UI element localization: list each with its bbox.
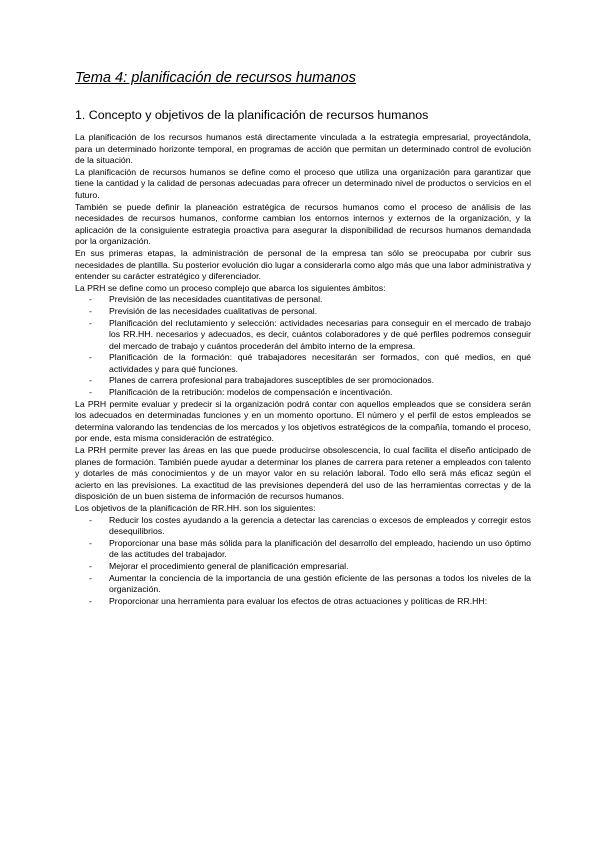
dash-bullet-icon: - (89, 387, 92, 398)
paragraph: La PRH permite prever las áreas en las que puede producirse obsolescencia, lo cual facilita el diseño anticipado de planes de formación. También puede ayudar a determinar los planes de carrera para retener a empleados con talento y dotarles de más conocimientos y de un mayor valor en su relación laboral. Todo ello será más eficaz según el acierto en las previsiones. La exactitud de las previsiones dependerá del uso de las herramientas correctas y de la disposición de un buen sistema de información de recursos humanos. (75, 445, 531, 502)
list-item: - Proporcionar una herramienta para evaluar los efectos de otras actuaciones y políticas de RR.HH: (89, 595, 488, 606)
section-title: 1. Concepto y objetivos de la planificación de recursos humanos (75, 108, 429, 122)
list-item: - Previsión de las necesidades cualitativas de personal. (89, 305, 318, 316)
list-item: - Planificación de la retribución: modelos de compensación e incentivación. (89, 387, 393, 398)
dash-bullet-icon: - (89, 352, 92, 363)
dash-bullet-icon: - (89, 514, 92, 525)
paragraph: La PRH se define como un proceso complejo que abarca los siguientes ámbitos: (75, 282, 386, 293)
list-item: - Previsión de las necesidades cuantitativas de personal. (89, 294, 323, 305)
list-item: - Aumentar la conciencia de la importancia de una gestión eficiente de las personas a todos los niveles de la organización. (89, 572, 531, 595)
paragraph: La PRH permite evaluar y predecir si la organización podrá contar con aquellos empleados que se considera serán los adecuados en determinadas funciones y en un momento oportuno. El número y el perfil de estos empleados se determina valorando las tendencias de los mercados y los objetivos estratégicos de la compañía, tomando el proceso, por ende, esta misma consideración de estratégico. (75, 398, 531, 444)
dash-bullet-icon: - (89, 305, 92, 316)
list-item: - Planificación de la formación: qué trabajadores necesitarán ser formados, con qué medios, en qué actividades y para qué funciones. (89, 352, 531, 374)
dash-bullet-icon: - (89, 294, 92, 305)
dash-bullet-icon: - (89, 572, 92, 583)
list-item: - Proporcionar una base más sólida para la planificación del desarrollo del empleado, haciendo un uso óptimo de las actitudes del trabajador. (89, 537, 531, 560)
list-item: - Mejorar el procedimiento general de planificación empresarial. (89, 560, 349, 571)
paragraph: También se puede definir la planeación estratégica de recursos humanos como el proceso de análisis de las necesidades de recursos humanos, conforme cambian los entornos internos y externos de la organización, y la aplicación de la consiguiente estrategia proactiva para asegurar la disponibilidad de recursos humanos demandada por la organización. (75, 201, 531, 247)
paragraph: La planificación de los recursos humanos está directamente vinculada a la estrategia empresarial, proyectándola, para un determinado horizonte temporal, en programas de acción que permitan un determinado control de evolución de la situación. (75, 132, 531, 166)
objectives-list (75, 515, 531, 608)
paragraph: En sus primeras etapas, la administración de personal de la empresa tan sólo se preocupaba por cubrir sus necesidades de plantilla. Su posterior evolución dio lugar a considerarla como algo más que una labor administrativa y entender su carácter estratégico y diferenciador. (75, 247, 531, 282)
dash-bullet-icon: - (89, 317, 92, 328)
document-title: Tema 4: planificación de recursos humanos (75, 70, 356, 86)
paragraph: Los objetivos de la planificación de RR.HH. son los siguientes: (75, 503, 316, 513)
dash-bullet-icon: - (89, 537, 92, 548)
dash-bullet-icon: - (89, 595, 92, 606)
list-item: - Planificación del reclutamiento y selección: actividades necesarias para conseguir en el mercado de trabajo los RR.HH. necesarios y adecuados, es decir, cuántos colaboradores y de qué perfiles podremos conseguir del mercado de trabajo y cuántos procederán del ámbito interno de la empresa. (89, 317, 531, 351)
dash-bullet-icon: - (89, 560, 92, 571)
list-item: - Planes de carrera profesional para trabajadores susceptibles de ser promocionados. (89, 375, 435, 386)
paragraph: La planificación de recursos humanos se define como el proceso que utiliza una organización para garantizar que tiene la cantidad y la calidad de personas adecuadas para ofrecer un determinado nivel de productos o servicios en el futuro. (75, 166, 531, 200)
list-item: - Reducir los costes ayudando a la gerencia a detectar las carencias o excesos de empleados y corregir estos desequilibrios. (89, 514, 531, 537)
document-page (75, 68, 531, 607)
dash-bullet-icon: - (89, 375, 92, 386)
scope-list (75, 294, 531, 398)
